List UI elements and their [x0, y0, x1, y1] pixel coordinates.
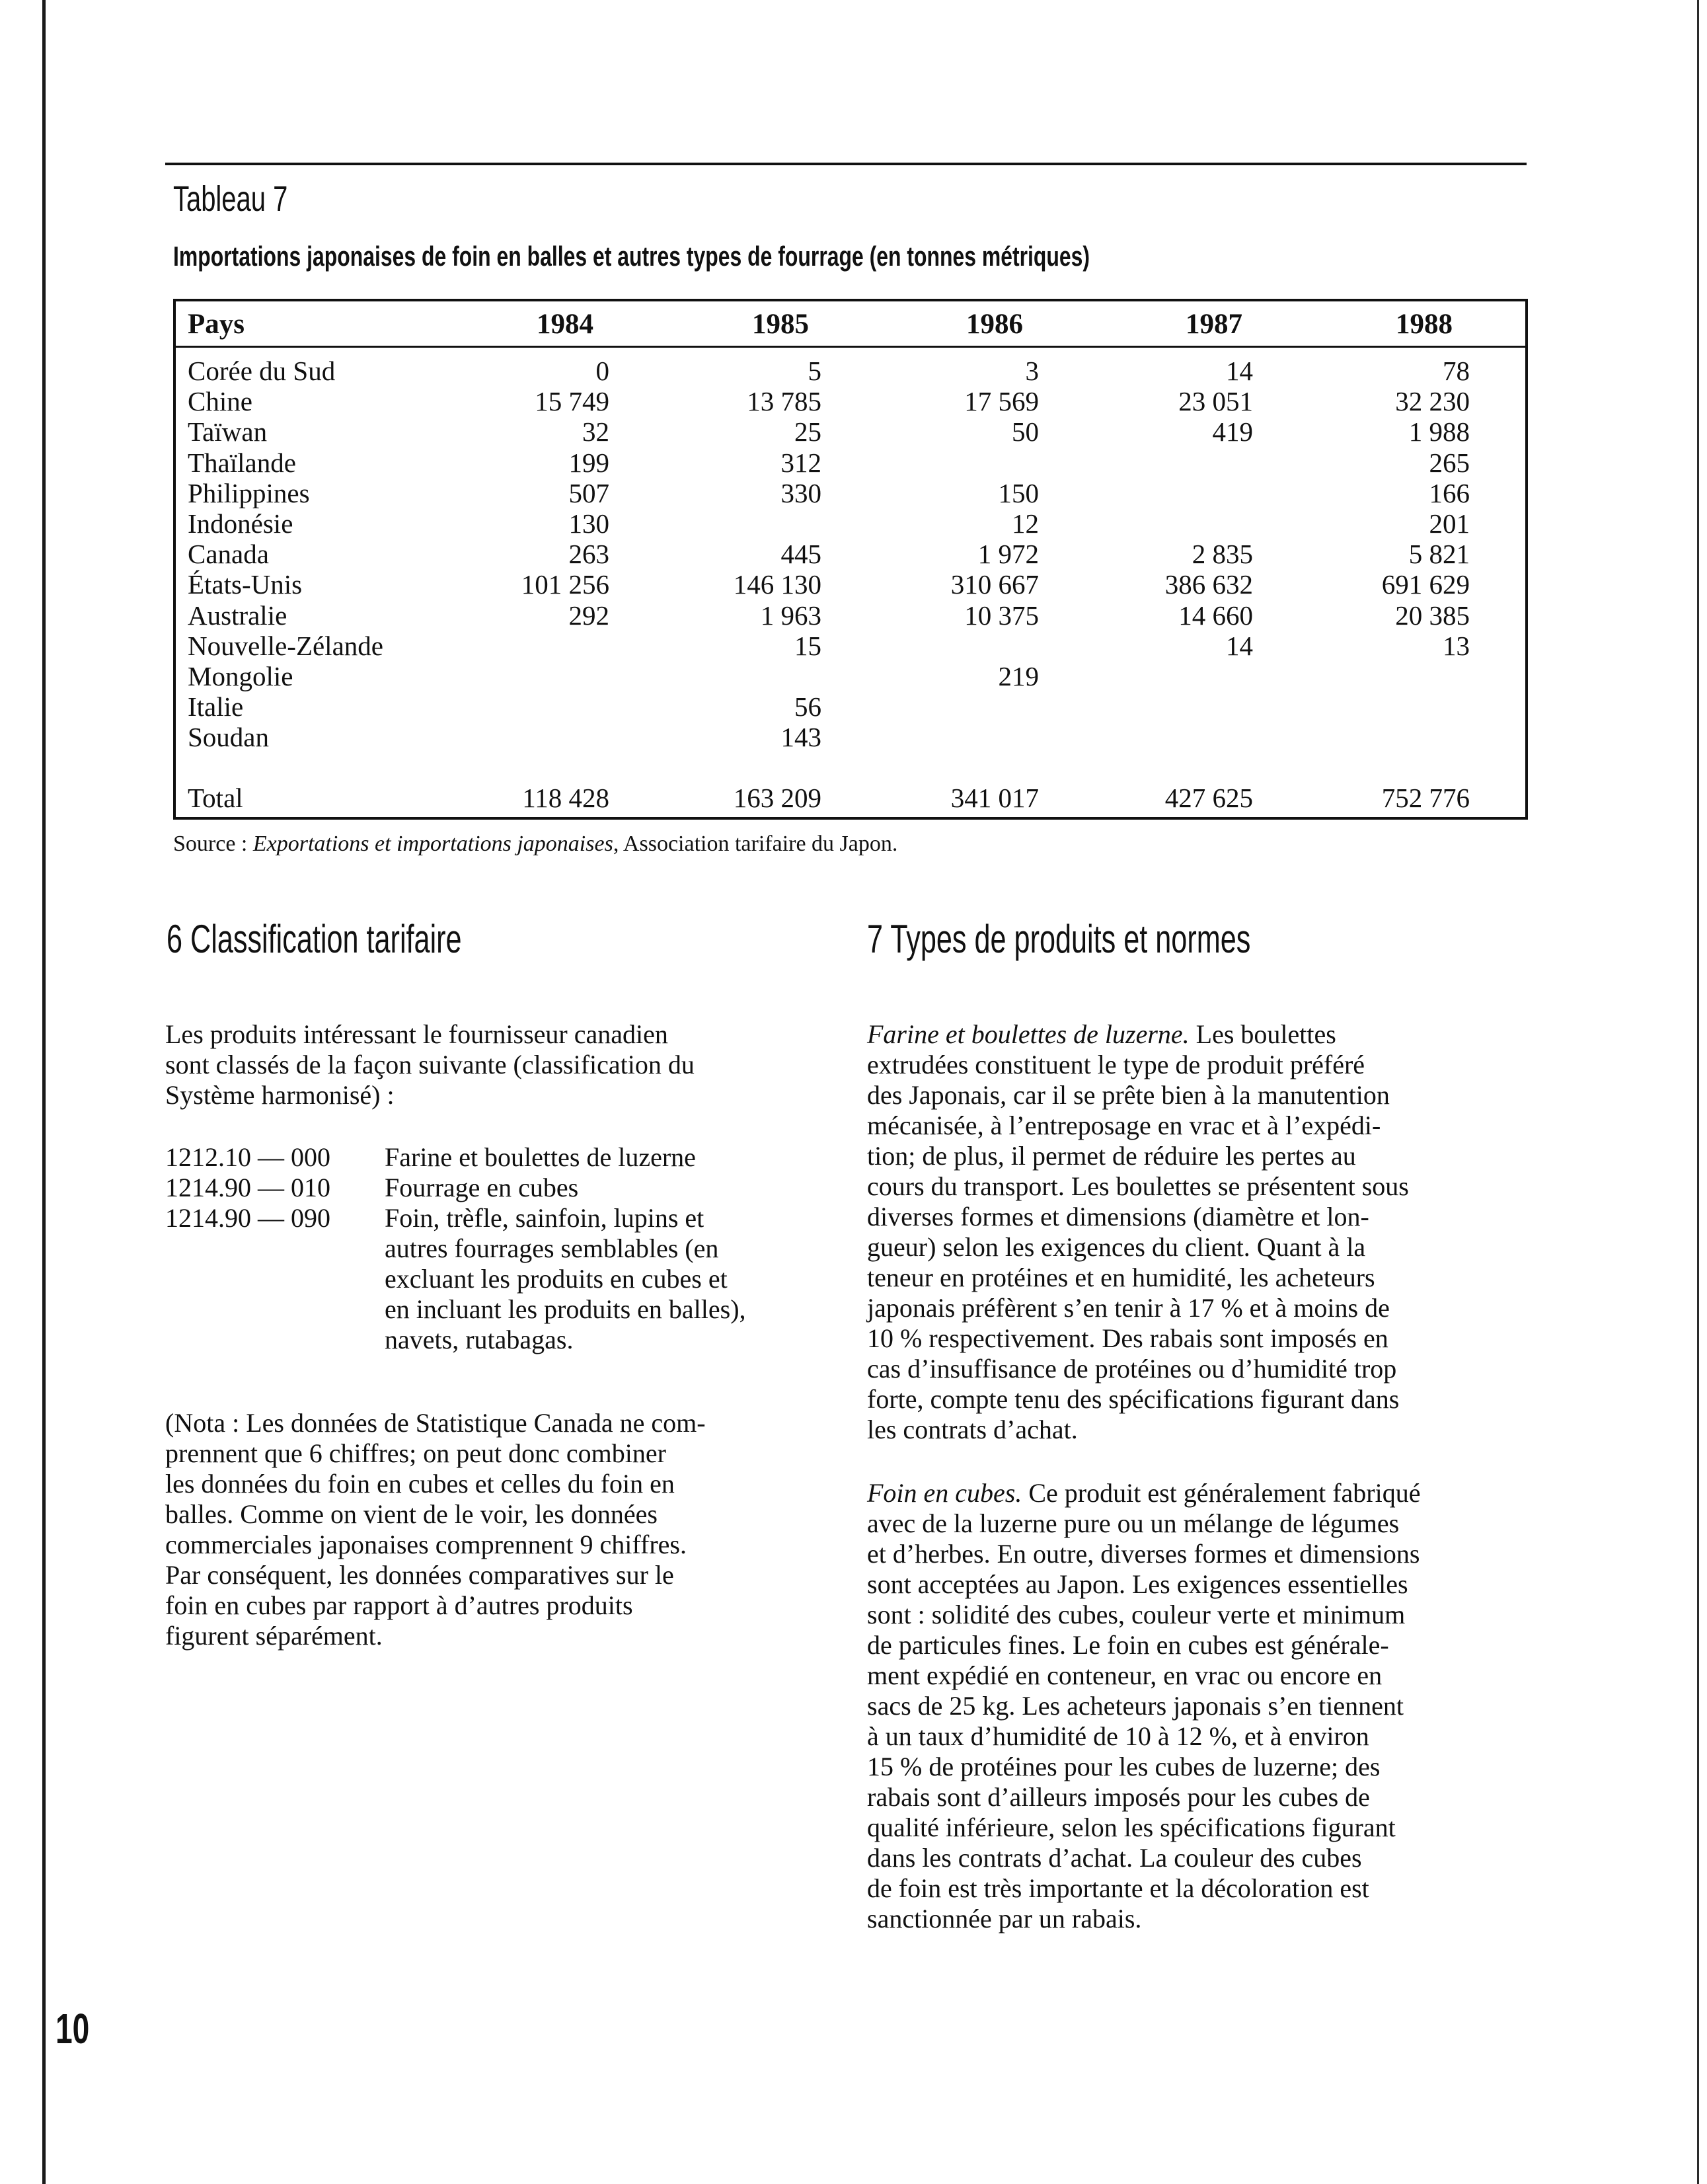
total-value: 752 776 — [1381, 783, 1470, 813]
paragraph-line: dans les contrats d’achat. La couleur des cubes — [867, 1843, 1362, 1873]
page-number: 10 — [56, 2005, 90, 2052]
note-line: balles. Comme on vient de le voir, les données — [165, 1499, 658, 1529]
table-cell-value: 14 — [1226, 356, 1253, 386]
intro-line: sont classés de la façon suivante (classification du — [165, 1050, 695, 1079]
table-cell-value: 5 821 — [1408, 539, 1470, 570]
hs-description: en incluant les produits en balles), — [385, 1294, 746, 1324]
page-right-border — [1697, 0, 1699, 2184]
intro-line: Système harmonisé) : — [165, 1080, 395, 1110]
hs-description: autres fourrages semblables (en — [385, 1233, 719, 1263]
paragraph-line: avec de la luzerne pure ou un mélange de légumes — [867, 1508, 1400, 1538]
table-cell-value: 101 256 — [521, 569, 609, 600]
total-value: 427 625 — [1164, 783, 1253, 813]
paragraph-line: 10 % respectivement. Des rabais sont imposés en — [867, 1323, 1388, 1353]
header-year: 1985 — [752, 309, 809, 340]
paragraph-line: rabais sont d’ailleurs imposés pour les cubes de — [867, 1782, 1370, 1812]
table-caption: Importations japonaises de foin en balles et autres types de fourrage (en tonnes métriques) — [173, 241, 1090, 272]
note-line: prennent que 6 chiffres; on peut donc combiner — [165, 1438, 666, 1468]
paragraph-line: qualité inférieure, selon les spécifications figurant — [867, 1813, 1396, 1842]
table-cell-value: 1 988 — [1408, 416, 1470, 448]
hs-description: Fourrage en cubes — [385, 1173, 579, 1202]
table-cell-value: 330 — [780, 477, 821, 508]
table-cell-value: 14 — [1226, 630, 1253, 661]
total-value: 118 428 — [522, 783, 609, 813]
paragraph-line: mécanisée, à l’entreposage en vrac et à l’expédi- — [867, 1111, 1381, 1140]
table-row-country: Nouvelle-Zélande — [188, 630, 383, 661]
hs-description: excluant les produits en cubes et — [385, 1264, 728, 1294]
table-cell-value: 3 — [1025, 356, 1039, 386]
table-cell-value: 32 230 — [1395, 386, 1470, 417]
table-cell-value: 263 — [568, 539, 609, 570]
paragraph-luzerne-first-line: Farine et boulettes de luzerne. Les boulettes — [867, 1019, 1336, 1049]
table-cell-value: 419 — [1212, 416, 1253, 448]
table-cell-value: 15 749 — [535, 386, 609, 417]
hs-description: Foin, trèfle, sainfoin, lupins et — [385, 1203, 704, 1233]
header-year: 1984 — [537, 309, 593, 340]
header-year: 1986 — [966, 309, 1023, 340]
table-row-country: Corée du Sud — [188, 356, 336, 386]
total-value: 163 209 — [733, 783, 821, 813]
hs-description: Farine et boulettes de luzerne — [385, 1142, 696, 1172]
section-6-heading: 6 Classification tarifaire — [167, 917, 462, 961]
table-cell-value: 12 — [1012, 508, 1039, 539]
table-row-country: Canada — [188, 539, 269, 570]
table-cell-value: 13 785 — [747, 386, 821, 417]
source-title: Exportations et importations japonaises — [252, 832, 613, 856]
hs-description: navets, rutabagas. — [385, 1325, 574, 1354]
table-row-country: États-Unis — [188, 569, 303, 600]
table-cell-value: 14 660 — [1178, 600, 1253, 631]
table-row-country: Italie — [188, 691, 244, 722]
intro-line: Les produits intéressant le fournisseur canadien — [165, 1019, 668, 1049]
table-cell-value: 445 — [780, 539, 821, 570]
table-cell-value: 2 835 — [1192, 539, 1253, 570]
table-cell-value: 219 — [998, 661, 1039, 691]
table-cell-value: 130 — [568, 508, 609, 539]
table-cell-value: 1 963 — [760, 600, 821, 631]
paragraph-line: à un taux d’humidité de 10 à 12 %, et à environ — [867, 1721, 1369, 1751]
table-row-country: Soudan — [188, 722, 269, 753]
table-top-rule — [165, 163, 1527, 165]
paragraph-line: sanctionnée par un rabais. — [867, 1904, 1142, 1933]
paragraph-line: sont : solidité des cubes, couleur verte et minimum — [867, 1600, 1406, 1629]
page-left-border — [42, 0, 46, 2184]
table-cell-value: 15 — [794, 630, 821, 661]
total-label: Total — [188, 783, 243, 813]
paragraph-line: extrudées constituent le type de produit préféré — [867, 1050, 1365, 1079]
paragraph-line: diverses formes et dimensions (diamètre et lon- — [867, 1202, 1369, 1231]
paragraph-cubes-first-line: Foin en cubes. Ce produit est généralement fabriqué — [867, 1478, 1421, 1508]
table-source: Source : Exportations et importations japonaises, Association tarifaire du Japon. — [173, 832, 898, 856]
table-cell-value: 10 375 — [964, 600, 1039, 631]
table-cell-value: 265 — [1429, 447, 1470, 478]
table-cell-value: 32 — [582, 416, 609, 448]
paragraph-line: les contrats d’achat. — [867, 1415, 1078, 1444]
paragraph-line: des Japonais, car il se prête bien à la manutention — [867, 1080, 1390, 1110]
table-cell-value: 17 569 — [964, 386, 1039, 417]
table-row-country: Thaïlande — [188, 447, 296, 478]
paragraph-heading: Foin en cubes. — [867, 1478, 1022, 1508]
table-cell-value: 292 — [568, 600, 609, 631]
paragraph-line: de foin est très importante et la décoloration est — [867, 1873, 1369, 1903]
note-line: Par conséquent, les données comparatives sur le — [165, 1560, 674, 1590]
table-cell-value: 25 — [794, 416, 821, 448]
table-cell-value: 56 — [794, 691, 821, 722]
note-line: figurent séparément. — [165, 1621, 383, 1651]
paragraph-heading: Farine et boulettes de luzerne. — [867, 1019, 1190, 1049]
table-row-country: Chine — [188, 386, 252, 417]
table-cell-value: 143 — [780, 722, 821, 753]
table-row-country: Taïwan — [188, 416, 268, 448]
table-cell-value: 0 — [595, 356, 609, 386]
table-row-country: Australie — [188, 600, 287, 631]
header-pays: Pays — [188, 309, 245, 340]
table-cell-value: 691 629 — [1381, 569, 1470, 600]
hs-code: 1212.10 — 000 — [165, 1142, 330, 1172]
note-line: (Nota : Les données de Statistique Canada ne com- — [165, 1408, 706, 1438]
paragraph-line: tion; de plus, il permet de réduire les pertes au — [867, 1141, 1356, 1171]
section-7-heading: 7 Types de produits et normes — [867, 917, 1251, 961]
table-cell-value: 386 632 — [1164, 569, 1253, 600]
paragraph-line: de particules fines. Le foin en cubes est générale- — [867, 1630, 1389, 1660]
table-cell-value: 20 385 — [1395, 600, 1470, 631]
table-cell-value: 507 — [568, 477, 609, 508]
table-cell-value: 150 — [998, 477, 1039, 508]
table-cell-value: 201 — [1429, 508, 1470, 539]
table-cell-value: 5 — [808, 356, 821, 386]
paragraph-line: cas d’insuffisance de protéines ou d’humidité trop — [867, 1354, 1397, 1384]
table-row-country: Philippines — [188, 477, 310, 508]
paragraph-line: et d’herbes. En outre, diverses formes et dimensions — [867, 1539, 1420, 1569]
table-cell-value: 23 051 — [1178, 386, 1253, 417]
table-cell-value: 78 — [1443, 356, 1470, 386]
note-line: commerciales japonaises comprennent 9 chiffres. — [165, 1530, 687, 1559]
table-row-country: Indonésie — [188, 508, 293, 539]
table-cell-value: 50 — [1012, 416, 1039, 448]
table-cell-value: 166 — [1429, 477, 1470, 508]
table-row-country: Mongolie — [188, 661, 293, 691]
paragraph-line: forte, compte tenu des spécifications figurant dans — [867, 1384, 1400, 1414]
header-year: 1988 — [1396, 309, 1453, 340]
paragraph-line: ment expédié en conteneur, en vrac ou encore en — [867, 1660, 1383, 1690]
header-year: 1987 — [1186, 309, 1242, 340]
table-cell-value: 1 972 — [977, 539, 1039, 570]
table-cell-value: 312 — [780, 447, 821, 478]
paragraph-line: cours du transport. Les boulettes se présentent sous — [867, 1171, 1409, 1201]
paragraph-line: sont acceptées au Japon. Les exigences essentielles — [867, 1569, 1408, 1599]
paragraph-line: gueur) selon les exigences du client. Quant à la — [867, 1232, 1366, 1262]
paragraph-line: sacs de 25 kg. Les acheteurs japonais s’en tiennent — [867, 1691, 1404, 1721]
paragraph-line: 15 % de protéines pour les cubes de luzerne; des — [867, 1752, 1381, 1781]
paragraph-line: japonais préfèrent s’en tenir à 17 % et à moins de — [867, 1293, 1390, 1323]
table-title: Tableau 7 — [173, 179, 288, 219]
table-cell-value: 146 130 — [733, 569, 821, 600]
note-line: les données du foin en cubes et celles du foin en — [165, 1469, 675, 1499]
note-line: foin en cubes par rapport à d’autres produits — [165, 1590, 633, 1620]
table-header-rule — [173, 346, 1528, 348]
total-value: 341 017 — [950, 783, 1039, 813]
hs-code: 1214.90 — 010 — [165, 1173, 330, 1202]
table-cell-value: 310 667 — [950, 569, 1039, 600]
paragraph-line: teneur en protéines et en humidité, les acheteurs — [867, 1263, 1375, 1292]
table-cell-value: 199 — [568, 447, 609, 478]
hs-code: 1214.90 — 090 — [165, 1203, 330, 1233]
table-cell-value: 13 — [1443, 630, 1470, 661]
